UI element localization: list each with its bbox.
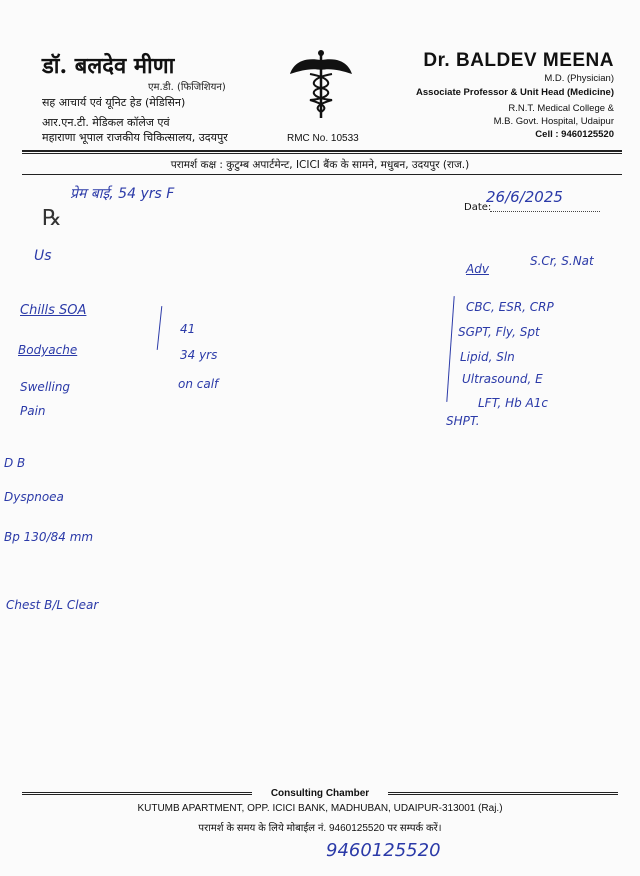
rx-symbol: ℞ — [42, 206, 62, 231]
date-value: 26/6/2025 — [486, 188, 563, 206]
vital-1: 41 — [180, 322, 196, 336]
vital-3: on calf — [178, 377, 219, 391]
investigation-2: CBC, ESR, CRP — [466, 300, 554, 314]
vital-2: 34 yrs — [180, 348, 218, 362]
designation-english: Associate Professor & Unit Head (Medicine) — [416, 87, 614, 98]
note-chest: Chest B/L Clear — [6, 598, 99, 612]
note-dyspnoea: Dyspnoea — [4, 490, 64, 504]
investigation-1: S.Cr, S.Nat — [530, 254, 594, 268]
college-english: R.N.T. Medical College & — [508, 103, 614, 114]
investigation-5: Ultrasound, E — [462, 372, 543, 386]
doctor-name-hindi: डॉ. बलदेव मीणा — [42, 53, 175, 79]
degree-english: M.D. (Physician) — [544, 73, 614, 84]
investigation-6: LFT, Hb A1c — [478, 396, 549, 410]
note-us: Us — [34, 248, 52, 264]
doctor-name-english: Dr. BALDEV MEENA — [423, 50, 614, 71]
footer-address: KUTUMB APARTMENT, OPP. ICICI BANK, MADHUBAN, UDAIPUR-313001 (Raj.) — [137, 803, 503, 814]
header-divider — [22, 150, 622, 152]
college-hindi: आर.एन.टी. मेडिकल कॉलेज एवं — [42, 116, 170, 129]
date-underline — [490, 211, 600, 212]
caduceus-logo-icon — [288, 48, 354, 120]
complaint-swelling: Swelling — [20, 380, 71, 394]
consultation-address-hindi: परामर्श कक्ष : कुटुम्ब अपार्टमेन्ट, ICICI बैंक के सामने, मधुबन, उदयपुर (राज.) — [170, 159, 470, 171]
bracket-line — [157, 306, 163, 350]
complaint-pain: Pain — [20, 404, 46, 418]
complaint-bodyache: Bodyache — [18, 343, 78, 357]
investigation-7: SHPT. — [446, 414, 480, 428]
cell-number: Cell : 9460125520 — [535, 129, 614, 140]
note-bp: Bp 130/84 mm — [4, 530, 94, 544]
note-db: D B — [4, 456, 26, 470]
address-divider — [22, 174, 622, 175]
advice-label: Adv — [466, 262, 489, 276]
footer-title: Consulting Chamber — [270, 788, 370, 799]
date-label: Date: — [464, 202, 492, 213]
degree-hindi: एम.डी. (फिजिशियन) — [148, 82, 226, 93]
investigation-3: SGPT, Fly, Spt — [458, 325, 540, 339]
hospital-english: M.B. Govt. Hospital, Udaipur — [493, 116, 614, 127]
footer-contact: परामर्श के समय के लिये मोबाईल नं. 9460125520 पर सम्पर्क करें। — [198, 823, 442, 834]
investigation-bracket — [446, 296, 454, 402]
designation-hindi: सह आचार्य एवं यूनिट हेड (मेडिसिन) — [42, 96, 186, 109]
investigation-4: Lipid, Sln — [460, 350, 515, 364]
header-divider-thin — [22, 153, 622, 154]
complaint-chills: Chills SOA — [20, 303, 87, 318]
patient-info: प्रेम बाई, 54 yrs F — [70, 186, 175, 202]
hospital-hindi: महाराणा भूपाल राजकीय चिकित्सालय, उदयपुर — [42, 131, 228, 144]
handwritten-phone: 9460125520 — [326, 840, 441, 861]
rmc-number: RMC No. 10533 — [287, 133, 359, 144]
